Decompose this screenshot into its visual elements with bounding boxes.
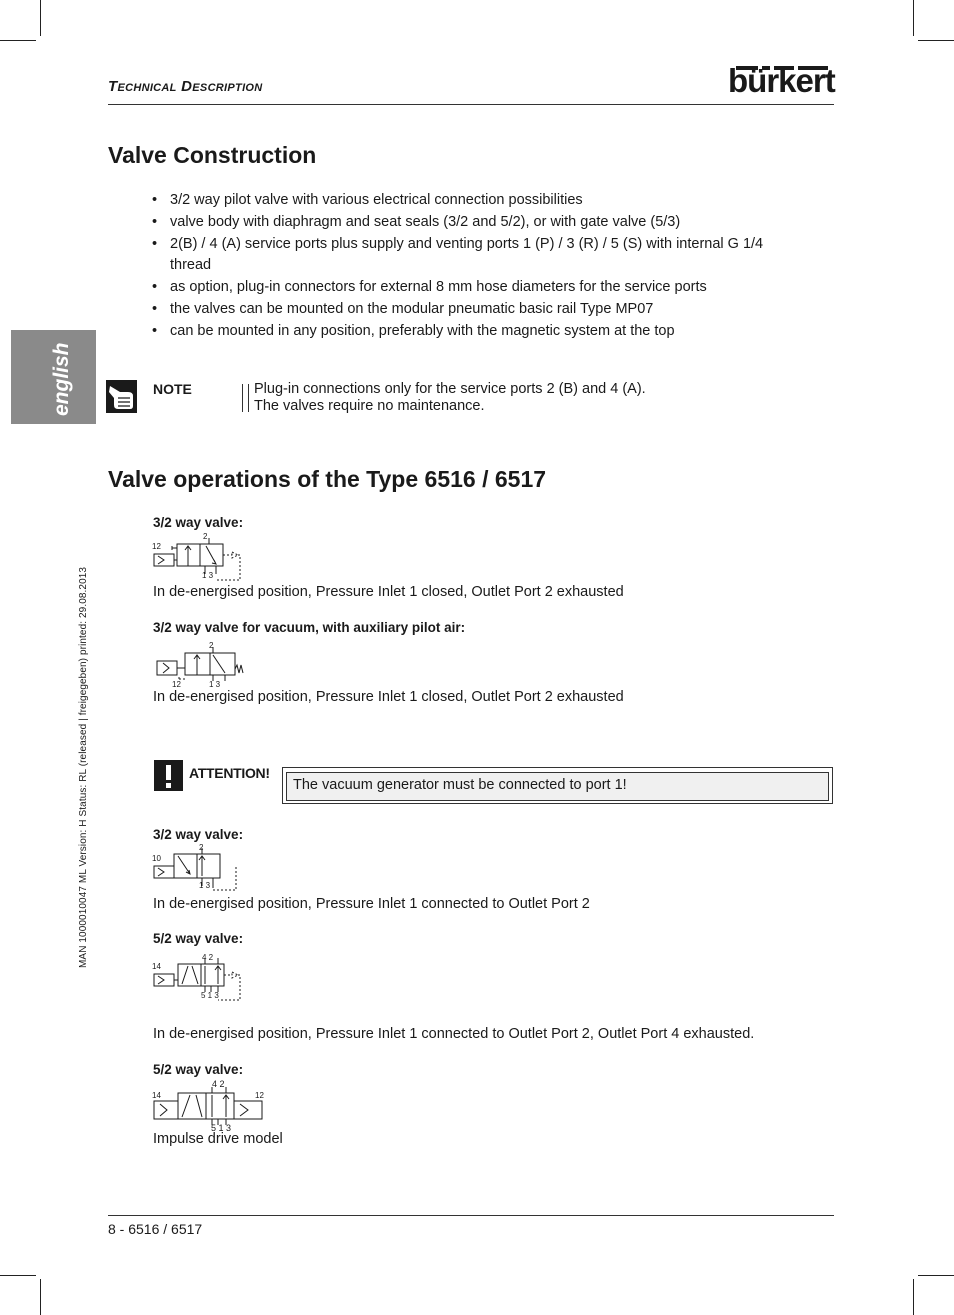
- footer-rule: [108, 1215, 834, 1216]
- symbol-label: 12: [172, 680, 181, 689]
- valve-label: 3/2 way valve:: [153, 827, 244, 842]
- note-line: Plug-in connections only for the service ports 2 (B) and 4 (A).: [254, 381, 646, 397]
- attention-message: The vacuum generator must be connected to port 1!: [286, 772, 829, 801]
- valve-label: 5/2 way valve:: [153, 931, 244, 946]
- burkert-logo: bürkert: [728, 62, 835, 99]
- valve-description: In de-energised position, Pressure Inlet 1 connected to Outlet Port 2: [153, 896, 590, 912]
- note-divider: [242, 384, 249, 412]
- symbol-label: 10: [152, 854, 161, 863]
- symbol-label: 4 2: [212, 1079, 225, 1089]
- valve-symbol-5-2: [152, 952, 244, 1004]
- bullet-item: • 3/2 way pilot valve with various electrical connection possibilities: [152, 190, 792, 211]
- note-label: NOTE: [153, 381, 192, 397]
- valve-description: In de-energised position, Pressure Inlet 1 closed, Outlet Port 2 exhausted: [153, 689, 624, 705]
- note-line: The valves require no maintenance.: [254, 398, 485, 414]
- bullet-item: • the valves can be mounted on the modular pneumatic basic rail Type MP07: [152, 299, 792, 320]
- section-title-operations: Valve operations of the Type 6516 / 6517: [108, 466, 547, 492]
- bullet-item: • as option, plug-in connectors for external 8 mm hose diameters for the service ports: [152, 277, 792, 298]
- symbol-label: 4 2: [202, 953, 214, 962]
- header-rule: [108, 104, 834, 105]
- symbol-label: 12: [152, 542, 161, 551]
- bullet-item: • 2(B) / 4 (A) service ports plus supply and venting ports 1 (P) / 3 (R) / 5 (S) with internal G 1/4 thread: [152, 234, 792, 276]
- section-title-construction: Valve Construction: [108, 142, 317, 168]
- crop-mark: [40, 0, 41, 36]
- valve-symbol-3-2-vacuum: [155, 641, 245, 689]
- construction-bullet-list: [152, 190, 792, 343]
- hand-pointing-icon: [106, 380, 138, 414]
- language-tab-label: english: [50, 342, 73, 416]
- symbol-label: 2: [203, 532, 208, 541]
- valve-description: In de-energised position, Pressure Inlet 1 connected to Outlet Port 2, Outlet Port 4 exhausted.: [153, 1026, 755, 1042]
- crop-mark: [913, 0, 914, 36]
- valve-symbol-3-2: [152, 532, 244, 582]
- symbol-label: 1 3: [199, 881, 211, 890]
- header-title: Technical Description: [108, 78, 263, 95]
- bullet-item: • can be mounted in any position, preferably with the magnetic system at the top: [152, 321, 792, 342]
- crop-mark: [913, 1279, 914, 1315]
- crop-mark: [40, 1279, 41, 1315]
- crop-mark: [918, 40, 954, 41]
- symbol-label: 2: [199, 844, 204, 852]
- symbol-label: 2: [209, 641, 214, 650]
- exclamation-icon: [154, 760, 184, 792]
- bullet-item: • valve body with diaphragm and seat seals (3/2 and 5/2), or with gate valve (5/3): [152, 212, 792, 233]
- crop-mark: [0, 1275, 36, 1276]
- valve-symbol-3-2-open: [152, 844, 242, 894]
- note-text: [254, 381, 646, 415]
- attention-label: ATTENTION!: [189, 765, 270, 781]
- document-id-text: MAN 1000010047 ML Version: H Status: RL (released | freigegeben) printed: 29.08.2013: [78, 566, 89, 968]
- valve-symbol-5-2-impulse: [152, 1079, 268, 1135]
- valve-label: 3/2 way valve for vacuum, with auxiliary pilot air:: [153, 620, 466, 635]
- symbol-label: 1 3: [209, 680, 221, 689]
- symbol-label: 14: [152, 1091, 161, 1100]
- valve-label: 3/2 way valve:: [153, 515, 244, 530]
- symbol-label: 14: [152, 962, 161, 971]
- valve-description: In de-energised position, Pressure Inlet 1 closed, Outlet Port 2 exhausted: [153, 584, 624, 600]
- crop-mark: [918, 1275, 954, 1276]
- symbol-label: 5 1 3: [201, 991, 219, 1000]
- language-tab: [11, 330, 96, 424]
- valve-label: 5/2 way valve:: [153, 1062, 244, 1077]
- crop-mark: [0, 40, 36, 41]
- valve-description: Impulse drive model: [153, 1131, 283, 1147]
- symbol-label: 1 3: [202, 571, 214, 580]
- symbol-label: 5 1 3: [211, 1123, 232, 1133]
- symbol-label: 12: [255, 1091, 264, 1100]
- page-number: 8 - 6516 / 6517: [108, 1221, 203, 1237]
